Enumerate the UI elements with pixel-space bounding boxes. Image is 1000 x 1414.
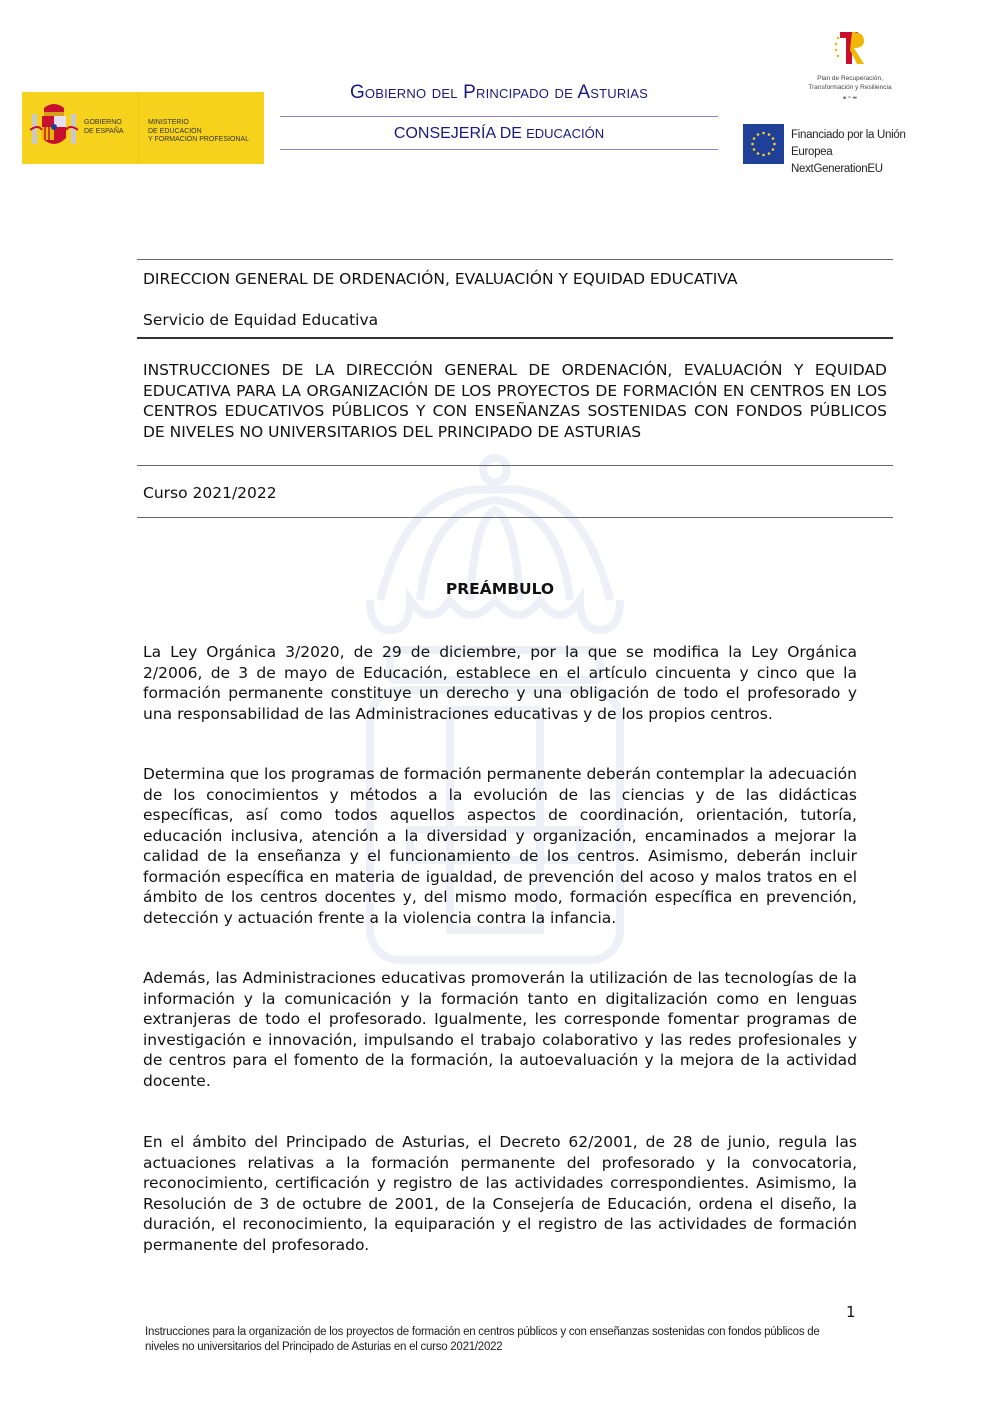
logo-text-line: DE EDUCACIÓN	[148, 127, 202, 135]
eu-flag-icon	[743, 124, 784, 164]
preamble-paragraph: En el ámbito del Principado de Asturias, el Decreto 62/2001, de 28 de junio, regula las actuaciones relativas a la formación permanente del profesorado y la convocatoria, reconocimiento, certificación y registro de las actividades correspondientes. Asimismo, la Resolución de 3 de octubre de 2001, de la Consejería de Educación, ordena el diseño, la duración, el reconocimiento, la equiparación y el registro de las actividades de formación permanente del profesorado.	[143, 1133, 857, 1254]
preamble-paragraph: Determina que los programas de formación permanente deberán contemplar la adecuación de los conocimientos y métodos a la evolución de las ciencias y de las didácticas específicas, así como todos aquellos aspectos de coordinación, orientación, tutoría, educación inclusiva, atención a la diversidad y organización, encaminados a mejorar la calidad de la enseñanza y el funcionamiento de los centros. Asimismo, deberán incluir formación específica en materia de igualdad, de prevención del acoso y malos tratos en el ámbito de los centros docentes y, del mismo modo, formación específica en prevención, detección y actuación frente a la violencia contra la infancia.	[143, 765, 857, 927]
consejeria-small: EDUCACIÓN	[526, 126, 605, 141]
eu-text-line: NextGenerationEU	[791, 163, 883, 175]
consejeria-main: CONSEJERÍA DE	[393, 125, 522, 142]
government-mini-logos-icon: ▪ ═ ▬	[842, 95, 858, 101]
preamble-paragraph: La Ley Orgánica 3/2020, de 29 de diciembre, por la que se modifica la Ley Orgánica 2/2006, de 3 de mayo de Educación, establece en el artículo cincuenta y cinco que la formación permanente constituye un derecho y una obligación de todo el profesorado y una responsabilidad de las Administraciones educativas y de los propios centros.	[143, 643, 857, 723]
gobierno-espana-text	[84, 119, 124, 136]
service-name: Servicio de Equidad Educativa	[143, 311, 379, 329]
divider-rule	[137, 259, 893, 260]
asturias-header	[280, 80, 718, 150]
recovery-plan-text	[795, 74, 905, 92]
direction-heading: DIRECCION GENERAL DE ORDENACIÓN, EVALUACIÓN Y EQUIDAD EDUCATIVA	[143, 270, 738, 288]
spain-coat-of-arms-icon	[30, 100, 78, 156]
page-number: 1	[846, 1303, 856, 1321]
tr-logo-icon	[830, 30, 870, 66]
consejeria-title	[280, 125, 718, 143]
logo-text-line: DE ESPAÑA	[84, 127, 124, 135]
asturias-title: Gobierno del Principado de Asturias	[349, 82, 649, 103]
page-footer: Instrucciones para la organización de los proyectos de formación en centros públicos y con enseñanzas sostenidas con fondos públicos de niveles no universitarios del Principado de Asturias en el curso 2021/2022	[145, 1326, 820, 1353]
instructions-title: INSTRUCCIONES DE LA DIRECCIÓN GENERAL DE ORDENACIÓN, EVALUACIÓN Y EQUIDAD EDUCATIVA PARA LA ORGANIZACIÓN DE LOS PROYECTOS DE FORMACIÓN EN CENTROS EN LOS CENTROS EDUCATIVOS PÚBLICOS Y CON ENSEÑANZAS SOSTENIDAS CON FONDOS PÚBLICOS DE NIVELES NO UNIVERSITARIOS DEL PRINCIPADO DE ASTURIAS	[143, 361, 887, 441]
gobierno-espana-logo	[22, 92, 264, 164]
course-year: Curso 2021/2022	[143, 484, 277, 502]
logo-text-line: GOBIERNO	[84, 119, 122, 126]
divider-rule	[137, 465, 893, 466]
preamble-paragraph: Además, las Administraciones educativas promoverán la utilización de las tecnologías de la información y la comunicación y la formación tanto en digitalización como en lenguas extranjeras de todo el profesorado. Igualmente, les corresponde fomentar programas de investigación e innovación, impulsando el trabajo colaborativo y las redes profesionales y de centros para el fomento de la formación, la autoevaluación y la mejora de la actividad docente.	[143, 969, 857, 1090]
header-rule	[280, 116, 718, 117]
eu-text-line: Financiado por la Unión Europea	[791, 129, 906, 158]
logo-divider	[138, 92, 139, 164]
header-rule	[280, 149, 718, 150]
recovery-plan-line: Transformación y Resiliencia	[808, 84, 892, 91]
divider-rule	[137, 517, 893, 518]
ministerio-text	[148, 119, 249, 145]
logo-text-line: MINISTERIO	[148, 119, 189, 126]
recovery-plan-logo	[795, 30, 905, 101]
preamble-heading: PREÁMBULO	[445, 580, 555, 598]
recovery-plan-line: Plan de Recuperación,	[817, 75, 883, 82]
eu-funding-text	[791, 127, 943, 178]
logo-text-line: Y FORMACIÓN PROFESIONAL	[148, 136, 249, 143]
eu-funding-logo	[743, 124, 943, 175]
divider-rule	[137, 337, 893, 339]
